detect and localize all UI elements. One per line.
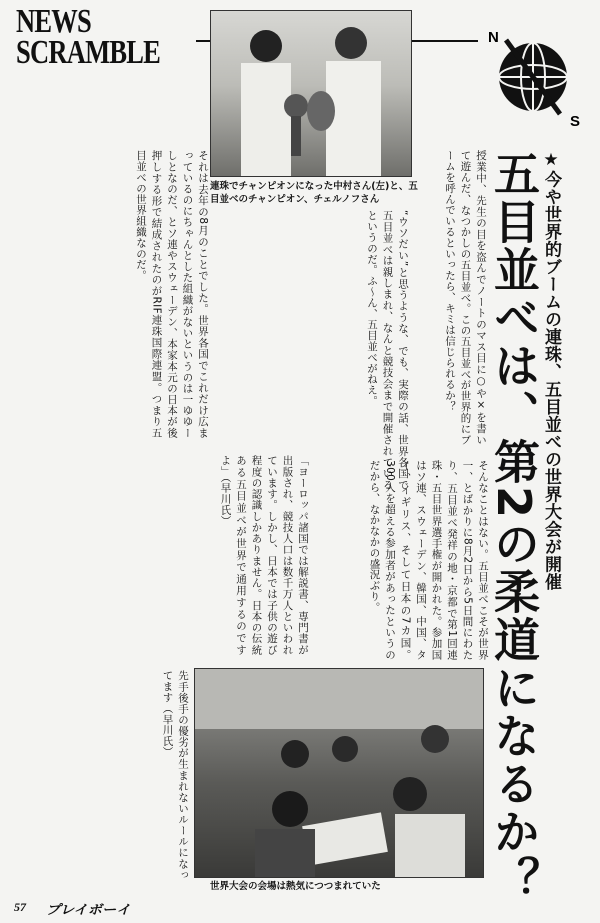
- photo-champions: [210, 10, 412, 177]
- logo-letter-n: N: [488, 29, 499, 46]
- caption-top: 連珠でチャンピオンになった中村さん(左)と、五目並べのチャンピオン、チェルノフさん: [210, 181, 418, 205]
- caption-bottom: 世界大会の会場は熱気につつまれていた: [210, 881, 381, 892]
- masthead-line-1: NEWS: [16, 3, 91, 40]
- body-column-3: それは去年の8月のことでした。世界各国でこれだけ広まっているのにちゃんとした組織がないというのは一ゆゆーしとなのだ、とソ連やスウェーデン、本家本元の日本が後押しする形で結成されたのがRIF連珠国際連盟。つまり五目並べの世界組織なのだ。: [135, 150, 209, 438]
- masthead-line-2: SCRAMBLE: [16, 34, 161, 71]
- body-column-5: 「ヨーロッパ諸国では解説書、専門書が出版され、競技人口は数千万人といわれています。しかし、日本では子供の遊び程度の認識しかありません。日本の伝統ある五目並べが世界で通用するのですよ」（早川氏）: [219, 455, 309, 655]
- champions-figure-icon: [211, 11, 411, 176]
- logo-letter-s: S: [570, 113, 581, 130]
- page-number: 57: [14, 900, 26, 914]
- magazine-brand: プレイボーイ: [46, 903, 131, 918]
- tournament-scene-icon: [195, 669, 483, 877]
- photo-tournament: [194, 668, 484, 878]
- body-column-1: 授業中、先生の目を盗んでノートのマス目に○や×を書いて遊んだ、なつかしの五目並べ。この五目並べが世界的にブームを呼んでいるといったら、キミは信じられるか？: [444, 150, 487, 445]
- kicker: ★今や世界的ブームの連珠、五目並べの世界大会が開催: [541, 150, 561, 591]
- headline: 五目並べは、第2の柔道になるか？: [487, 150, 541, 905]
- body-column-2: “ウソだい”と思うような、でも、実際の話、世界各国で五目並べは親しまれ、なんと競技会まで開催されているというのだ。ふ〜ん、五目並べがねえ。: [366, 210, 409, 490]
- globe-logo-icon: [478, 22, 588, 132]
- body-column-6: 先手後手の優劣が生まれないルールになってます（早川氏）: [161, 670, 189, 880]
- section-masthead: [16, 3, 161, 71]
- body-column-4: そんなことはない。五目並べこそが世界一、とばかりに8月2日から5日間にわたり、五目並べ発祥の地・京都で第1回連珠・五目世界選手権が開かれた。参加国はソ連、スウェーデン、韓国、中国、タイ、イギリス、そして日本の7カ国。300人を超える参加者があったというのだから、なかなかの盛況ぶり。: [368, 460, 489, 660]
